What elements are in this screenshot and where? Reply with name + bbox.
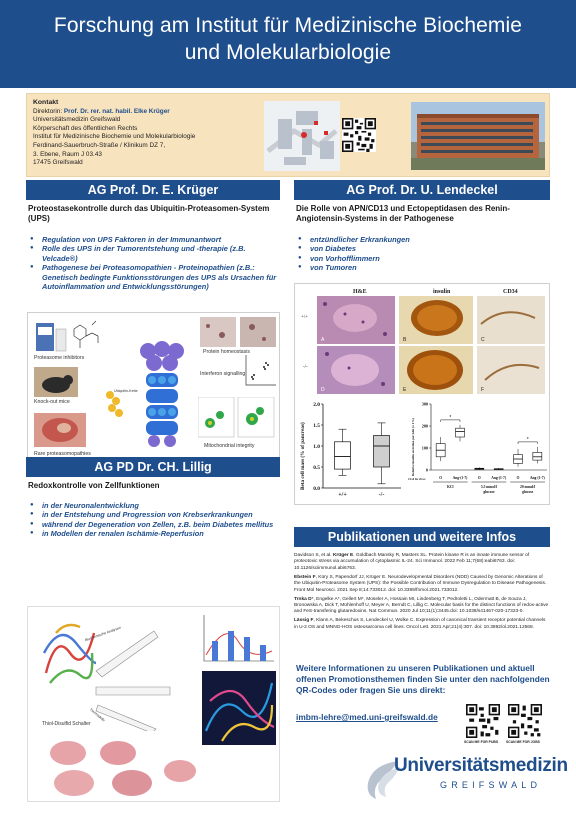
chart-x-tick-label: +/+ — [338, 492, 347, 498]
mouse-image — [34, 367, 78, 397]
publication-item: Ebstein F, Küry S, Papendorf JJ, Krüger E. Neurodevelopmental Disorders (NDD) Caused by Genomic Alterations of the Ubiquitin-Proteasome System (UPS): the Possible Contribution of Immune Dysregulation to Disease Pathogenesis. Front Mol Neurosci. 2021 Sep 8;14:733012. doi: 10.3389/fnmol.2021.733012. — [294, 574, 547, 593]
publication-item: Lässig F, Klann A, Bekeschus S, Lendeckel U, Wolke C. Expression of canonical transient receptor potential channels in U-2 OS and MNNG-HOS osteosarcoma cell lines. Oncol Lett. 2021 Apr;21(4):307. doi: 10.3892/ol.2021.12568. — [294, 618, 546, 630]
logo-subline: GREIFSWALD — [440, 780, 542, 790]
label-knockout-mice: Knock-out mice — [34, 399, 70, 405]
contact-line: 3. Ebene, Raum J 03.43 — [33, 150, 102, 158]
director-name: Prof. Dr. rer. nat. habil. Elke Krüger — [63, 107, 170, 115]
kruger-figure — [27, 312, 280, 462]
kruger-subtitle: Proteostasekontrolle durch das Ubiquitin-Proteasomen-System (UPS) — [28, 204, 270, 223]
publications-section-heading: Publikationen und weitere Infos — [294, 527, 550, 547]
ubiquitin-chain-graphic — [104, 389, 126, 419]
chart2-row-label: 14 d in vivo: — [408, 477, 426, 481]
label-proteasome-inhibitors: Proteasome inhibitors — [34, 355, 85, 361]
lendeckel-section-heading: AG Prof. Dr. U. Lendeckel — [294, 180, 550, 200]
group-label: 20 mmol/l — [520, 485, 536, 489]
chart-y-tick-label: 1.5 — [313, 423, 320, 429]
workflow-arrows — [94, 621, 188, 731]
group-label-line2: glucose — [483, 490, 495, 494]
chart2-y-tick-label: 200 — [421, 423, 428, 429]
list-item: ● von Diabetes — [296, 244, 550, 253]
lendeckel-subtitle: Die Rolle von APN/CD13 und Ectopeptidasen des Renin-Angiotensin-Systems in der Pathogenese — [296, 204, 510, 223]
kruger-section-heading: AG Prof. Dr. E. Krüger — [26, 180, 280, 200]
label-ubiquitin-chain: Ubiquitin-Kette — [114, 389, 138, 393]
campus-map-image — [264, 101, 340, 171]
list-item: ● während der Degeneration von Zellen, z.B. beim Diabetes mellitus — [28, 520, 280, 529]
fluorescence-microscopy-image — [202, 671, 276, 745]
qr-caption-jobs: SCAN ME FOR JOBS — [506, 740, 540, 744]
col-header-cd34: CD34 — [503, 289, 518, 295]
protein-structure-image — [36, 613, 100, 691]
label-interferon-signalling: Interferon signalling — [200, 371, 246, 377]
col-header-he: H&E — [353, 289, 367, 295]
panel-letter-f: F — [481, 387, 485, 393]
kidney-samples-image — [42, 731, 202, 799]
contact-info — [33, 99, 195, 168]
contact-line: Institut für Medizinische Biochemie und Molekularbiologie — [33, 133, 196, 141]
panel-letter-b: B — [403, 337, 407, 343]
contact-email-link[interactable]: imbm-lehre@med.uni-greifswald.de — [296, 712, 438, 722]
publications-qr-code[interactable] — [466, 704, 500, 738]
poster-title-line1: Forschung am Institut für Medizinische Biochemie — [53, 14, 523, 37]
list-item: ● Pathogenese bei Proteasomopathien - Proteinopathien (z.B.: Genetisch bedingte Funktionsstörungen des UPS als Ursachen für Autoinflammation und Entwicklungsstörungen) — [28, 263, 280, 291]
interferon-dotplot-image — [242, 353, 278, 389]
list-item: ● entzündlicher Erkrankungen — [296, 235, 550, 244]
rare-disease-skin-image — [34, 413, 86, 447]
beta-cell-mass-chart — [297, 398, 405, 504]
label-protein-homeostasis: Protein homeostasis — [203, 349, 250, 355]
chart2-y-tick-label: 0 — [425, 467, 428, 473]
box2-body — [533, 452, 542, 460]
chart2-x-tick-label: O — [439, 476, 443, 480]
group-label-line2: glucose — [522, 490, 534, 494]
lendeckel-figure — [294, 283, 550, 505]
label-thiol-disulfide-switch: Thiol-Disulfid Schalter — [42, 721, 91, 727]
kruger-bullet-list — [28, 235, 280, 291]
lillig-figure — [27, 606, 280, 802]
row-label-knockout: -/- — [303, 365, 308, 370]
proteasome-inhibitor-image — [32, 319, 116, 359]
contact-heading: Kontakt — [33, 99, 59, 106]
lillig-section-heading: AG PD Dr. CH. Lillig — [26, 457, 280, 477]
contact-box — [26, 93, 550, 177]
group-label: 5.5 mmol/l — [480, 485, 498, 489]
proteasome-structure-image — [128, 339, 198, 449]
university-logo — [360, 753, 568, 805]
chart2-y-tick-label: 100 — [421, 445, 428, 451]
logo-wordmark: Universitätsmedizin — [394, 755, 568, 776]
chart2-x-tick-label: O — [477, 476, 481, 480]
box2-body — [456, 428, 465, 437]
chart-x-tick-label: -/- — [378, 492, 385, 498]
list-item: ● in der Neuronalentwicklung — [28, 501, 280, 510]
contact-qr-code — [342, 118, 376, 152]
lillig-subtitle: Redoxkontrolle von Zellfunktionen — [28, 481, 160, 490]
director-line — [33, 108, 195, 117]
chart2-y-tick-label: 300 — [421, 401, 428, 407]
chart2-x-tick-label: Ang-(1-7) — [491, 476, 507, 480]
redox-measurement-chart — [198, 611, 276, 667]
lillig-bullet-list — [28, 501, 280, 539]
label-animal-models: Tiermodelle — [88, 707, 106, 723]
contact-line: 17475 Greifswald — [33, 159, 83, 167]
jobs-qr-code[interactable] — [508, 704, 542, 738]
chart-y-tick-label: 0.0 — [313, 486, 320, 492]
panel-letter-c: C — [481, 337, 485, 343]
flow-cytometry-image — [198, 397, 276, 439]
poster-title-line2: und Molekularbiologie — [184, 41, 392, 64]
poster-header — [0, 0, 576, 88]
significance-marker: * — [449, 414, 452, 421]
panel-letter-d: D — [321, 387, 325, 393]
group-label: KCl — [447, 485, 454, 489]
list-item: ● von Vorhofflimmern — [296, 254, 550, 263]
list-item: ● Rolle des UPS in der Tumorentstehung und -therapie (z.B. Velcade®) — [28, 244, 280, 263]
col-header-insulin: insulin — [433, 289, 451, 295]
publication-list — [294, 553, 550, 634]
panel-letter-a: A — [321, 337, 325, 343]
contact-line: Körperschaft des öffentlichen Rechts — [33, 124, 138, 132]
qr-caption-pubs: SCAN ME FOR PUBS — [464, 740, 499, 744]
director-prefix: Direktorin: — [33, 107, 63, 115]
label-biochemical-analyses: Biochemische Analysen — [84, 625, 122, 643]
chart2-x-tick-label: Ang-(1-7) — [529, 476, 545, 480]
chart-y-tick-label: 1.0 — [313, 444, 320, 450]
publication-item: Davidson S, et al. Krüger E. Goldbach Mansky R, Masters SL. Protein kinase R is an innate immune sensor of proteotoxic stress via accumulation of cytoplasmic IL-24. Sci Immunol. 2022 Feb 11;7(68):eabi6763. doi: 10.1126/sciimmunol.abi6763. — [294, 553, 530, 571]
more-info-text: Weitere Informationen zu unseren Publikationen und aktuell offenen Promotionsthemen finden Sie unter den nachfolgenden QR-Codes oder fragen Sie uns direkt: — [296, 663, 550, 695]
list-item: ● in Modellen der renalen Ischämie-Reperfusion — [28, 529, 280, 538]
contact-line: Ferdinand-Sauerbruch-Straße / Klinikum DZ 7, — [33, 141, 166, 149]
box-body — [335, 442, 351, 469]
contact-line: Universitätsmedizin Greifswald — [33, 116, 121, 124]
histology-panels — [295, 284, 549, 396]
chart-ylabel: Beta cell mass (% of pancreas) — [300, 422, 306, 490]
insulin-secretion-chart — [407, 398, 549, 504]
institute-building-photo — [411, 102, 545, 170]
label-rare-proteasomopathies: Rare proteasomopathies — [34, 451, 91, 457]
lendeckel-bullet-list — [296, 235, 550, 273]
chart-y-tick-label: 0.5 — [313, 465, 320, 471]
list-item: ● in der Entstehung und Progression von Krebserkrankungen — [28, 510, 280, 519]
tissue-micrograph-image — [200, 317, 276, 347]
chart2-x-tick-label: O — [516, 476, 520, 480]
chart2-ylabel: Relative insulin secretion per islet (x 1%) — [411, 418, 415, 476]
chart2-x-tick-label: Ang-(1-7) — [452, 476, 468, 480]
list-item: ● von Tumoren — [296, 263, 550, 272]
list-item: ● Regulation von UPS Faktoren in der Immunantwort — [28, 235, 280, 244]
label-mitochondrial-integrity: Mitochondrial integrity — [204, 443, 255, 449]
panel-letter-e: E — [403, 387, 407, 393]
publication-item: Trnka D*, Engelke A*, Gellert M*, Moseler A, Hossain MI, Lindenberg T, Pedroletti L, Odermatt B, de Souza J, Bronowska A, Dick T, Mühlenhoff U, Meyer A, Berndt C, Lillig C. Molecular basis for the distinct functions of redox-active and FeS-transfering glutaredoxins. Nat Commun. 2020 Jul 10;11(1):3445.doi: 10.1038/s41467-020-17323-0. — [294, 596, 549, 615]
significance-marker: * — [526, 436, 529, 443]
box-body — [374, 436, 390, 468]
chart-y-tick-label: 2.0 — [313, 402, 320, 408]
row-label-wildtype: +/+ — [301, 315, 309, 320]
